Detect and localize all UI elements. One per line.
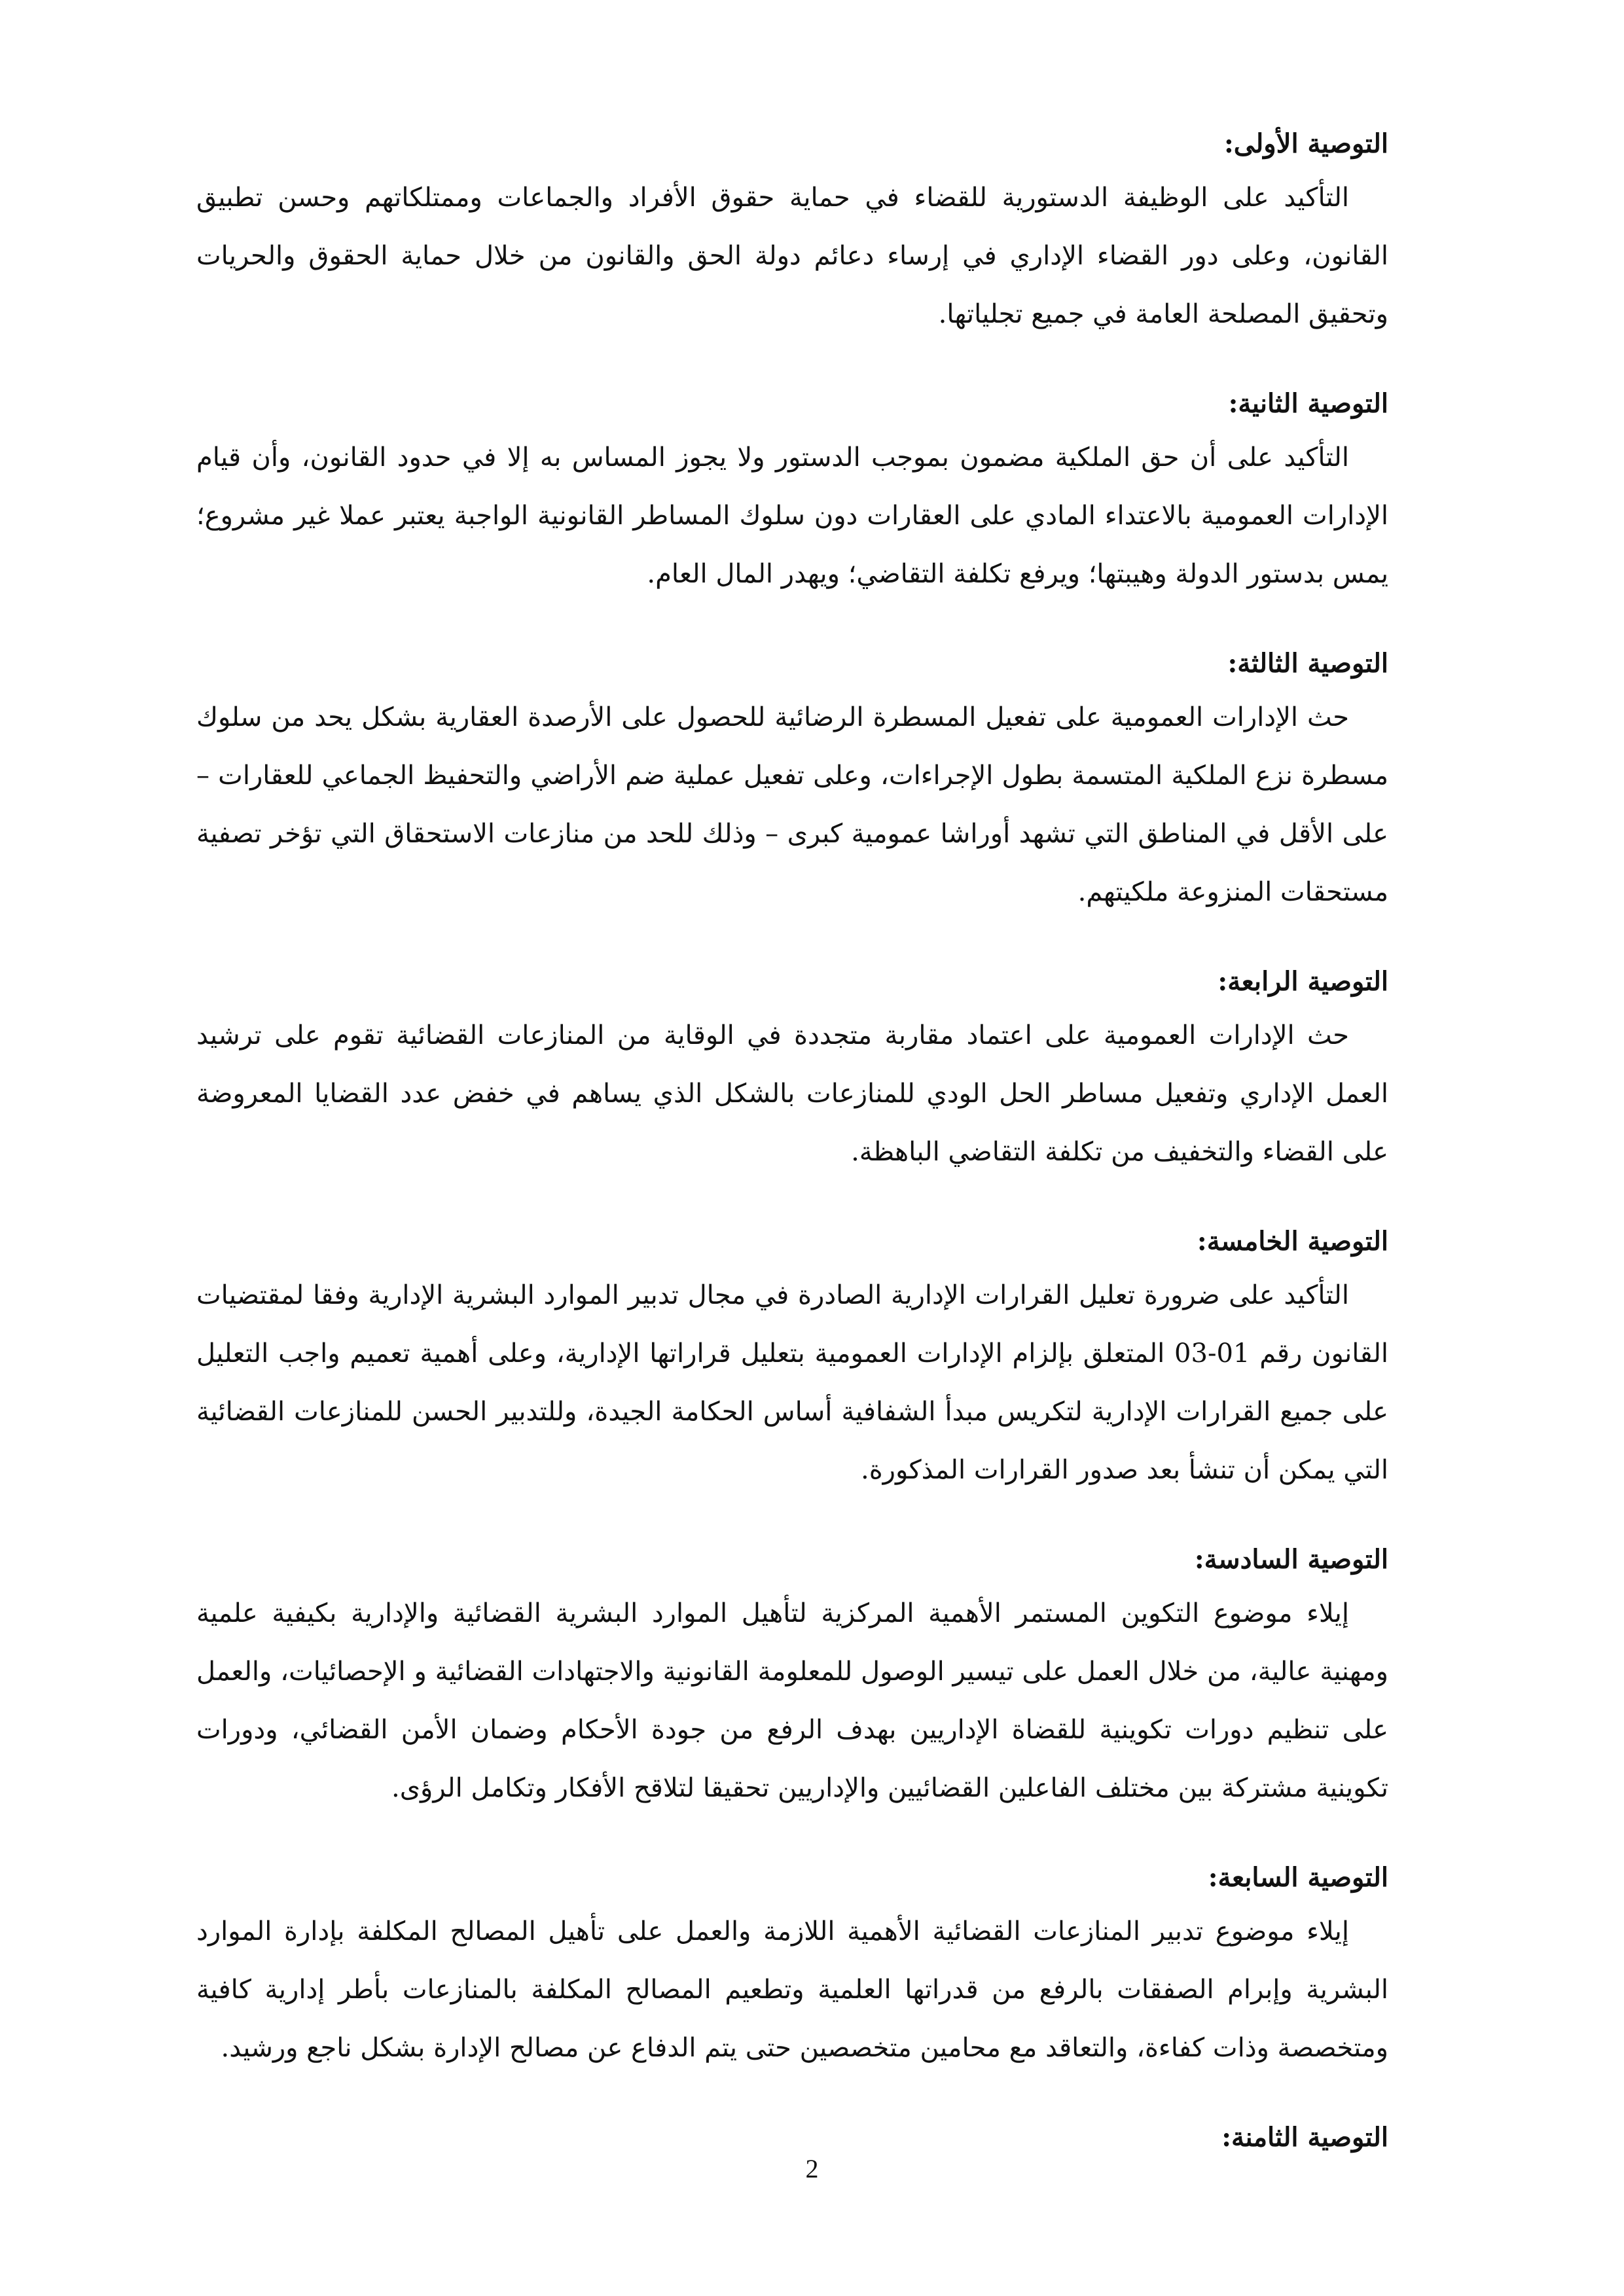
recommendation-7: [196, 1858, 1388, 2077]
recommendation-text: التأكيد على الوظيفة الدستورية للقضاء في حماية حقوق الأفراد والجماعات وممتلكاتهم وحسن تطبيق القانون، وعلى دور القضاء الإداري في إرساء دعائم دولة الحق والقانون من خلال حماية الحقوق والحريات وتحقيق المصلحة العامة في جميع تجلياتها.: [196, 183, 1388, 329]
recommendation-1: [196, 124, 1388, 344]
recommendation-text: إيلاء موضوع تدبير المنازعات القضائية الأهمية اللازمة والعمل على تأهيل المصالح المكلفة بإدارة الموارد البشرية وإبرام الصفقات بالرفع من قدراتها العلمية وتطعيم المصالح المكلفة بالمنازعات بأطر إدارية كافية ومتخصصة وذات كفاءة، والتعاقد مع محامين متخصصين حتى يتم الدفاع عن مصالح الإدارة بشكل ناجع ورشيد.: [196, 1916, 1388, 2063]
recommendation-heading: التوصية الخامسة:: [1197, 1226, 1388, 1257]
recommendation-heading: التوصية السابعة:: [1208, 1862, 1388, 1893]
recommendation-heading: التوصية السادسة:: [1194, 1544, 1388, 1575]
recommendation-2: [196, 384, 1388, 603]
recommendation-3: [196, 644, 1388, 922]
document-body: [196, 124, 1388, 2198]
page-number: 2: [805, 2154, 819, 2183]
recommendation-heading: التوصية الأولى:: [1224, 128, 1388, 159]
recommendation-heading: التوصية الثانية:: [1228, 388, 1388, 419]
recommendation-6: [196, 1540, 1388, 1818]
recommendation-heading: التوصية الثالثة:: [1227, 648, 1388, 679]
recommendation-text: التأكيد على أن حق الملكية مضمون بموجب الدستور ولا يجوز المساس به إلا في حدود القانون، وأن قيام الإدارات العمومية بالاعتداء المادي على العقارات دون سلوك المساطر القانونية الواجبة يعتبر عملا غير مشروع؛ يمس بدستور الدولة وهيبتها؛ ويرفع تكلفة التقاضي؛ ويهدر المال العام.: [196, 442, 1388, 589]
recommendation-text: التأكيد على ضرورة تعليل القرارات الإدارية الصادرة في مجال تدبير الموارد البشرية الإدارية وفقا لمقتضيات القانون رقم 01-03 المتعلق بإلزام الإدارات العمومية بتعليل قراراتها الإدارية، وعلى أهمية تعميم واجب التعليل على جميع القرارات الإدارية لتكريس مبدأ الشفافية أساس الحكامة الجيدة، وللتدبير الحسن للمنازعات القضائية التي يمكن أن تنشأ بعد صدور القرارات المذكورة.: [196, 1280, 1388, 1485]
recommendation-8: [196, 2118, 1388, 2157]
recommendation-text: إيلاء موضوع التكوين المستمر الأهمية المركزية لتأهيل الموارد البشرية القضائية والإدارية بكيفية علمية ومهنية عالية، من خلال العمل على تيسير الوصول للمعلومة القانونية والاجتهادات القضائية و الإحصائيات، والعمل على تنظيم دورات تكوينية للقضاة الإداريين بهدف الرفع من جودة الأحكام وضمان الأمن القضائي، ودورات تكوينية مشتركة بين مختلف الفاعلين القضائيين والإداريين تحقيقا لتلاقح الأفكار وتكامل الرؤى.: [196, 1598, 1388, 1803]
recommendation-text: حث الإدارات العمومية على تفعيل المسطرة الرضائية للحصول على الأرصدة العقارية بشكل يحد من سلوك مسطرة نزع الملكية المتسمة بطول الإجراءات، وعلى تفعيل عملية ضم الأراضي والتحفيظ الجماعي للعقارات – على الأقل في المناطق التي تشهد أوراشا عمومية كبرى – وذلك للحد من منازعات الاستحقاق التي تؤخر تصفية مستحقات المنزوعة ملكيتهم.: [196, 702, 1388, 907]
recommendation-heading: التوصية الرابعة:: [1218, 966, 1388, 997]
recommendation-text: حث الإدارات العمومية على اعتماد مقاربة متجددة في الوقاية من المنازعات القضائية تقوم على ترشيد العمل الإداري وتفعيل مساطر الحل الودي للمنازعات بالشكل الذي يساهم في خفض عدد القضايا المعروضة على القضاء والتخفيف من تكلفة التقاضي الباهظة.: [196, 1020, 1388, 1167]
recommendation-heading: التوصية الثامنة:: [1221, 2122, 1388, 2153]
recommendation-4: [196, 962, 1388, 1181]
recommendation-5: [196, 1222, 1388, 1499]
